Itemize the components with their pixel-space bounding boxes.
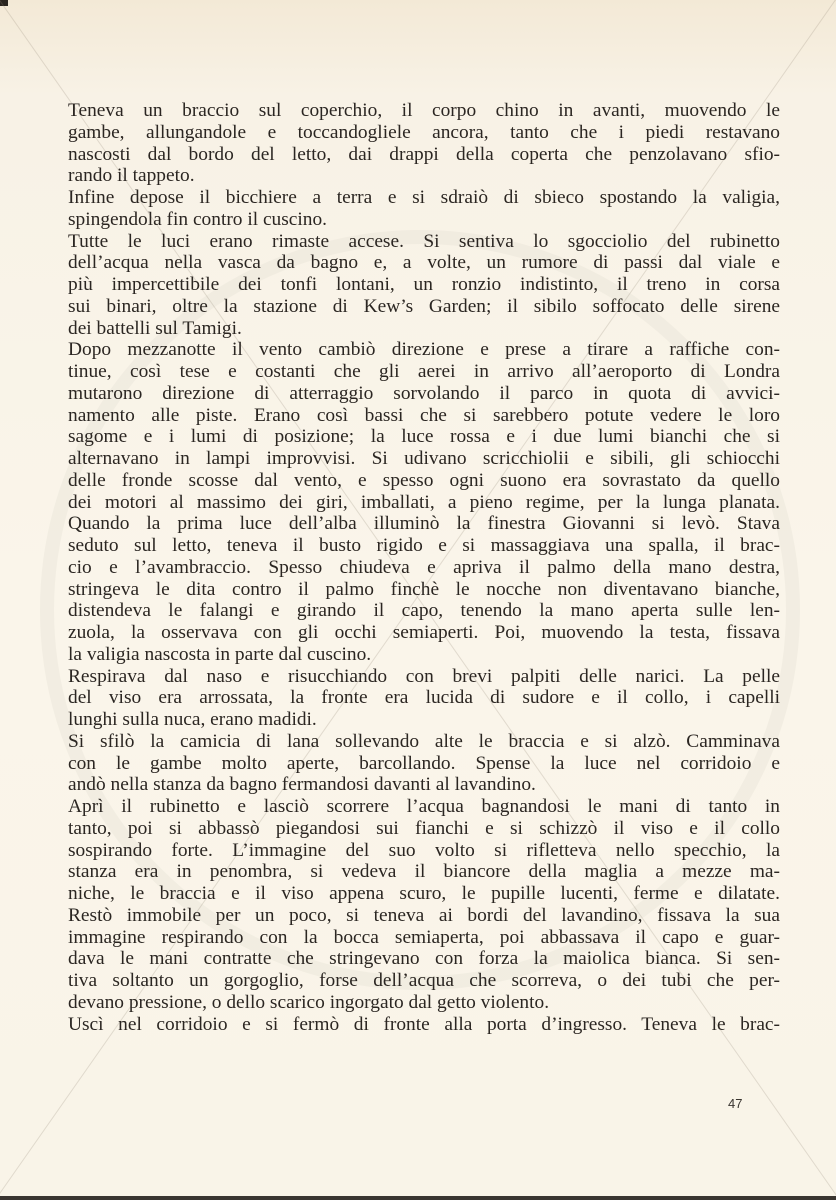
text-line: devano pressione, o dello scarico ingorgato dal getto violento. bbox=[68, 991, 550, 1013]
paragraph bbox=[68, 666, 780, 731]
text-line: seduto sul letto, teneva il busto rigido e si massaggiava una spalla, il brac- bbox=[68, 535, 780, 556]
text-line: del viso era arrossata, la fronte era lucida di sudore e il collo, i capelli bbox=[68, 687, 780, 709]
text-line: Aprì il rubinetto e lasciò scorrere l’acqua bagnandosi le mani di tanto in bbox=[68, 796, 780, 817]
text-line: immagine respirando con la bocca semiaperta, poi abbassava il capo e guar- bbox=[68, 926, 780, 948]
text-line: spingendola fin contro il cuscino. bbox=[68, 208, 328, 230]
text-line: lunghi sulla nuca, erano madidi. bbox=[68, 709, 317, 730]
body-text bbox=[68, 100, 780, 1035]
text-line: sui binari, oltre la stazione di Kew’s Garden; il sibilo soffocato delle sirene bbox=[68, 295, 780, 317]
text-line: dava le mani contratte che stringevano con forza la maiolica bianca. Si sen- bbox=[68, 948, 780, 970]
text-line: gambe, allungandole e toccandogliele ancora, tanto che i piedi restavano bbox=[68, 121, 780, 143]
text-line: tiva soltanto un gorgoglio, forse dell’acqua che scorreva, o dei tubi che per- bbox=[68, 970, 780, 991]
text-line: Tutte le luci erano rimaste accese. Si sentiva lo sgocciolio del rubinetto bbox=[68, 230, 780, 252]
text-line: distendeva le falangi e girando il capo, tenendo la mano aperta sulle len- bbox=[68, 600, 780, 622]
text-line: delle fronde scosse dal vento, e spesso ogni suono era sovrastato da quello bbox=[68, 469, 780, 491]
page-number: 47 bbox=[728, 1096, 743, 1111]
text-line: sospirando forte. L’immagine del suo volto si rifletteva nello specchio, la bbox=[68, 839, 780, 861]
text-line: mutarono direzione di atterraggio sorvolando il parco in quota di avvici- bbox=[68, 382, 780, 404]
text-line: nascosti dal bordo del letto, dai drappi della coperta che penzolavano sfio- bbox=[68, 143, 780, 165]
paragraph bbox=[68, 187, 780, 231]
paragraph bbox=[68, 1014, 780, 1036]
paragraph bbox=[68, 796, 780, 1014]
text-line: dell’acqua nella vasca da bagno e, a volte, un rumore di passi dal viale e bbox=[68, 252, 780, 274]
text-line: alternavano in lampi improvvisi. Si udivano scricchiolii e sibili, gli schiocchi bbox=[68, 448, 780, 469]
text-line: stanza era in penombra, si vedeva il biancore della maglia a mezze ma- bbox=[68, 861, 780, 883]
paragraph bbox=[68, 339, 780, 665]
text-line: namento alle piste. Erano così bassi che si sarebbero potute vedere le loro bbox=[68, 404, 780, 426]
text-line: Infine depose il bicchiere a terra e si sdraiò di sbieco spostando la valigia, bbox=[68, 187, 780, 208]
text-line: Dopo mezzanotte il vento cambiò direzione e prese a tirare a raffiche con- bbox=[68, 339, 780, 361]
text-line: dei battelli sul Tamigi. bbox=[68, 317, 242, 339]
text-line: zuola, la osservava con gli occhi semiaperti. Poi, muovendo la testa, fissava bbox=[68, 622, 780, 643]
text-line: niche, le braccia e il viso appena scuro, le pupille lucenti, ferme e dilatate. bbox=[68, 883, 780, 904]
text-line: Restò immobile per un poco, si teneva ai bordi del lavandino, fissava la sua bbox=[68, 904, 780, 926]
text-line: Quando la prima luce dell’alba illuminò la finestra Giovanni si levò. Stava bbox=[68, 513, 780, 535]
text-line: Uscì nel corridoio e si fermò di fronte alla porta d’ingresso. Teneva le brac- bbox=[68, 1013, 780, 1035]
text-line: andò nella stanza da bagno fermandosi davanti al lavandino. bbox=[68, 774, 536, 796]
scan-edge bbox=[0, 1196, 836, 1200]
text-line: più impercettibile dei tonfi lontani, un ronzio indistinto, il treno in corsa bbox=[68, 274, 780, 295]
text-line: Teneva un braccio sul coperchio, il corpo chino in avanti, muovendo le bbox=[68, 100, 780, 121]
text-line: stringeva le dita contro il palmo finchè le nocche non diventavano bianche, bbox=[68, 578, 780, 600]
text-line: Si sfilò la camicia di lana sollevando alte le braccia e si alzò. Camminava bbox=[68, 730, 780, 752]
paragraph bbox=[68, 231, 780, 340]
paragraph bbox=[68, 731, 780, 796]
text-line: sagome e i lumi di posizione; la luce rossa e i due lumi bianchi che si bbox=[68, 426, 780, 448]
text-line: dei motori al massimo dei giri, imballati, a pieno regime, per la lunga planata. bbox=[68, 491, 780, 513]
text-line: la valigia nascosta in parte dal cuscino. bbox=[68, 643, 372, 665]
text-line: rando il tappeto. bbox=[68, 165, 195, 187]
text-line: tinue, così tese e costanti che gli aerei in arrivo all’aeroporto di Londra bbox=[68, 361, 780, 382]
text-line: tanto, poi si abbassò piegandosi sui fianchi e si schizzò il viso e il collo bbox=[68, 817, 780, 839]
paragraph bbox=[68, 100, 780, 187]
text-line: con le gambe molto aperte, barcollando. Spense la luce nel corridoio e bbox=[68, 752, 780, 774]
text-line: Respirava dal naso e risucchiando con brevi palpiti delle narici. La pelle bbox=[68, 665, 780, 687]
text-line: cio e l’avambraccio. Spesso chiudeva e apriva il palmo della mano destra, bbox=[68, 556, 780, 578]
